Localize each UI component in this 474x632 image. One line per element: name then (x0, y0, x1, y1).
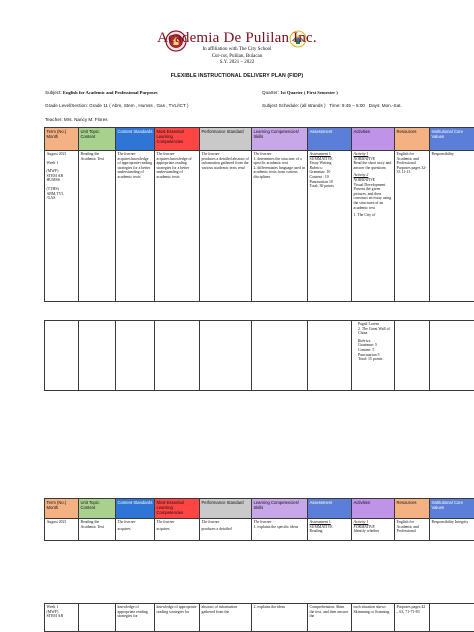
learning-competencies-cell: The learner 1. explains the specific ideas (252, 519, 308, 541)
term-cell: August 2021 (45, 519, 79, 541)
content-standard-cell: The learner acquires (116, 519, 155, 541)
resources-cell (395, 321, 430, 391)
header-resources: Resources (395, 499, 430, 519)
header-performance-standard: Performance Standard (200, 499, 252, 519)
assessment-cell: Comprehension. Skim the text, and then answer the (308, 604, 352, 632)
header-topic: Unit Topic: Content (79, 499, 116, 519)
resources-cell: English for Academic and Professional Purposes pages 32-33 11-13 (395, 151, 430, 302)
activities-cell: each situation shows Skimming or Scanning (352, 604, 395, 632)
header-activities: Activities (352, 128, 395, 151)
performance-standard-cell: The learner produces a detailed abstract of information gathered from the various academic texts read (200, 151, 252, 302)
performance-standard-cell (200, 321, 252, 391)
quarter-line: Quarter: 1st Quarter ( First Semester ) (262, 90, 338, 95)
topic-cell (79, 604, 116, 632)
term-cell: August 2021 Week 1 (MWF) STEM AB HUMSS (TTHS) ABM,TVL /GAS (45, 151, 79, 302)
content-standard-cell: The learner acquires knowledge of appropriate reading strategies for a better understanding of academic texts (116, 151, 155, 302)
learning-competencies-cell (252, 321, 308, 391)
subject-value: English for Academic and Professional Purposes (62, 90, 158, 95)
assessment-cell: Assessment 1 SUMMATIVE Essay Writing Rubrics: Grammar: 10 Content : 10 Punctuation 10 Total: 30 points (308, 151, 352, 302)
header-topic: Unit Topic: Content (79, 128, 116, 151)
term-cell: Week 1 (MWF) STEM AB (45, 604, 79, 632)
header-term: Term (No.) Month (45, 499, 79, 519)
header-melc: Most Essential Learning Competencies (155, 499, 200, 519)
header-resources: Resources (395, 128, 430, 151)
topic-cell: Reading the Academic Text (79, 519, 116, 541)
header-performance-standard: Performance Standard (200, 128, 252, 151)
core-values-cell: Responsibility Integrity (430, 519, 474, 541)
core-values-cell (430, 321, 474, 391)
header-assessment: Assessment (308, 128, 352, 151)
header-assessment: Assessment (308, 499, 352, 519)
letterhead (0, 30, 474, 67)
term-cell (45, 321, 79, 391)
affiliation-line: In affiliation with The City School (202, 47, 272, 52)
topic-cell (79, 321, 116, 391)
topic-cell: Reading the Academic Text (79, 151, 116, 302)
learning-competencies-cell: 2. explains the ideas (252, 604, 308, 632)
melc-cell (155, 321, 200, 391)
header-learning-competencies: Learning Competencies/ Skills (252, 499, 308, 519)
fidp-table-2 (44, 498, 474, 541)
table-header-row (45, 499, 474, 519)
performance-standard-cell: The learner produces a detailed (200, 519, 252, 541)
table-row (45, 604, 474, 632)
table-row (45, 151, 474, 302)
melc-cell: knowledge of appropriate reading strategies for (155, 604, 200, 632)
header-core-values: Institutional Core Values (430, 128, 474, 151)
content-standard-cell: knowledge of appropriate reading strategies for (116, 604, 155, 632)
subject-line: Subject: English for Academic and Professional Purposes (45, 90, 158, 95)
header-content-standards: Content Standards (116, 499, 155, 519)
melc-cell: The learner acquires knowledge of appropriate reading strategies for a better understanding of academic texts (155, 151, 200, 302)
header-core-values: Institutional Core Values (430, 499, 474, 519)
fidp-table-1-continuation (44, 320, 474, 391)
table-header-row (45, 128, 474, 151)
melc-cell: The learner acquires (155, 519, 200, 541)
teacher-line: Teacher: Mrs. Nancy M. Flores (45, 117, 108, 122)
performance-standard-cell: abstract of information gathered from the (200, 604, 252, 632)
quarter-value: 1st Quarter ( First Semester ) (280, 90, 338, 95)
activities-cell: Pagsil Lorem 2. The Great Wall of China Rubrics: Grammar: 5 Content: 5 Punctuation 5 Total: 15 points (352, 321, 395, 391)
grade-level-line: Grade Level/Section: Grade 11 ( Abm, Stem , Humss , Gas , TVL/ICT ) (45, 103, 189, 108)
core-values-cell: Responsibility (430, 151, 474, 302)
header-activities: Activities (352, 499, 395, 519)
header-term: Term (No.) Month (45, 128, 79, 151)
activities-cell: Activity 1 FORMATIVE Identify whether (352, 519, 395, 541)
core-values-cell (430, 604, 474, 632)
table-row (45, 321, 474, 391)
header-learning-competencies: Learning Competencies/ Skills (252, 128, 308, 151)
school-name: Academia De Pulilan Inc. (157, 30, 317, 46)
assessment-cell (308, 321, 352, 391)
address-line: Cut-cot, Pulilan, Bulacan (211, 53, 263, 59)
fidp-table-1 (44, 127, 474, 302)
content-standard-cell (116, 321, 155, 391)
assessment-cell: Assessment 1 SUMMATIVE Reading (308, 519, 352, 541)
document-title: FLEXIBLE INSTRUCTIONAL DELIVERY PLAN (FIDP) (170, 73, 304, 79)
schedule-line: Subject Schedule: (all strands ) Time: 9:45 – 5:00 Days: Mon.-Sat. (262, 103, 402, 108)
school-year-line: S.Y. 2021 – 2022 (219, 60, 255, 65)
activities-cell: Activity 1 NORMATIVE Read the short story and answer the questions Activity 2 NORMATIVE Visual Development Present the given pictures, and then construct an essay using the structures of an academic text 1. The City of (352, 151, 395, 302)
resources-cell: English for Academic and Professional (395, 519, 430, 541)
resources-cell: Purposes pages 42 – 63, 71-71-83 (395, 604, 430, 632)
learning-competencies-cell: The learner 1. determines the structure of a specific academic text 2. differentiates language used in academic texts from various disciplines (252, 151, 308, 302)
fidp-table-2-continuation (44, 603, 474, 632)
table-row (45, 519, 474, 541)
header-content-standards: Content Standards (116, 128, 155, 151)
header-melc: Most Essential Learning Competencies (155, 128, 200, 151)
